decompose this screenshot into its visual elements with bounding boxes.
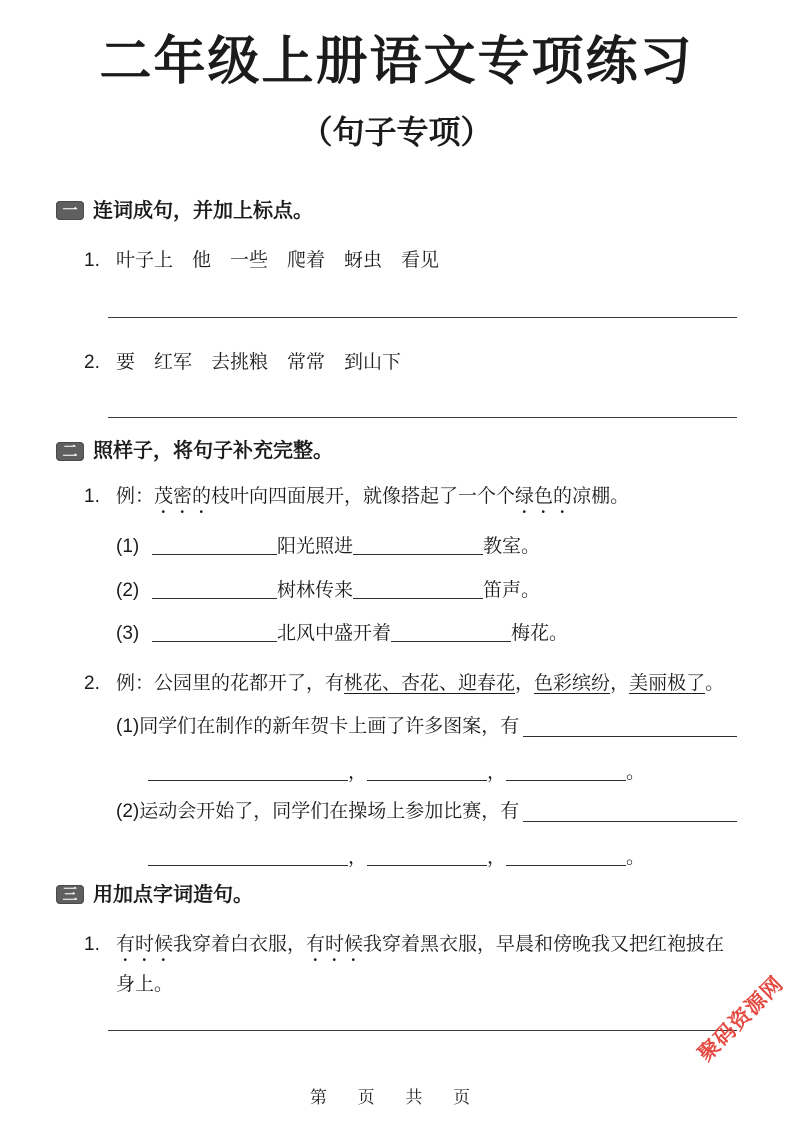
question-number: 1. (84, 933, 100, 955)
sub-question-number: (1) (116, 716, 140, 738)
text-segment: ， (515, 672, 535, 694)
comma: ， (348, 761, 368, 783)
fill-in-row-3 (56, 619, 737, 648)
text-segment: ， (610, 672, 630, 694)
sentence-with-emphasis (116, 926, 737, 1004)
watermark: 聚码资源网 (694, 972, 789, 1067)
fill-blank[interactable] (148, 846, 348, 865)
page-subtitle: （句子专项） (300, 114, 493, 151)
section-2-header (56, 438, 737, 464)
question-2-1 (56, 482, 737, 518)
answer-line[interactable] (108, 417, 737, 418)
text-segment: 同学们在制作的新年贺卡上画了许多图案，有 (139, 716, 520, 738)
example-sentence (116, 669, 737, 698)
fill-in-row-2 (56, 576, 737, 605)
text-segment: 例： (116, 486, 155, 508)
sub-question-number: (3) (116, 623, 140, 645)
text-segment: 。 (705, 672, 725, 694)
sub-question-number: (2) (116, 579, 140, 601)
fill-in-row-4-continued (56, 758, 737, 787)
comma: ， (487, 761, 507, 783)
fill-blank[interactable] (152, 623, 277, 642)
text-segment: 阳光照进 (277, 536, 354, 558)
section-1-number-badge: 一 (56, 201, 84, 220)
text-segment: 例：公园里的花都开了，有 (116, 672, 345, 694)
text-segment: 我穿着白衣服， (173, 933, 307, 955)
question-number: 1. (84, 249, 100, 271)
fill-blank[interactable] (353, 580, 483, 599)
text-segment: 我穿着黑衣服，早晨和傍晚我又把红袍披在身上。 (116, 933, 725, 995)
text-segment: 北风中盛开着 (277, 623, 392, 645)
page-footer: 第 页 共 页 (309, 1088, 484, 1107)
text-segment: 笛声。 (483, 579, 541, 601)
question-number: 2. (84, 672, 100, 694)
question-3-1 (56, 926, 737, 1004)
sub-question-number: (1) (116, 536, 140, 558)
question-number: 2. (84, 352, 100, 374)
fill-blank[interactable] (353, 536, 483, 555)
example-sentence (116, 482, 737, 518)
fill-blank[interactable] (367, 846, 487, 865)
fill-in-row-4 (56, 712, 737, 741)
section-1-header (56, 198, 737, 224)
question-number: 1. (84, 486, 100, 508)
fill-blank[interactable] (523, 821, 737, 822)
word-list: 要 红军 去挑粮 常常 到山下 (116, 352, 402, 374)
fill-blank[interactable] (506, 762, 626, 781)
text-segment: 凉棚。 (572, 486, 630, 508)
period: 。 (626, 846, 646, 868)
sub-question-number: (2) (116, 801, 140, 823)
question-1-1 (56, 246, 737, 275)
underlined-text: 色彩缤纷 (534, 672, 611, 694)
fill-in-row-5-continued (56, 843, 737, 872)
text-segment: 枝叶向四面展开，就像搭起了一个个 (211, 486, 516, 508)
text-segment: 树林传来 (277, 579, 354, 601)
word-list: 叶子上 他 一些 爬着 蚜虫 看见 (116, 249, 440, 271)
section-2-heading: 照样子，将句子补充完整。 (93, 440, 333, 463)
text-segment: 教室。 (483, 536, 541, 558)
comma: ， (487, 846, 507, 868)
text-segment: 梅花。 (511, 623, 569, 645)
emphasized-text: 有时候 (116, 933, 174, 955)
fill-blank[interactable] (391, 623, 511, 642)
emphasized-text: 茂密的 (154, 486, 212, 508)
section-3-header (56, 882, 737, 908)
underlined-text: 桃花、杏花、迎春花 (344, 672, 516, 694)
fill-blank[interactable] (523, 736, 737, 737)
question-2-2 (56, 669, 737, 698)
fill-blank[interactable] (506, 846, 626, 865)
fill-blank[interactable] (148, 762, 348, 781)
underlined-text: 美丽极了 (629, 672, 706, 694)
fill-blank[interactable] (152, 536, 277, 555)
fill-blank[interactable] (367, 762, 487, 781)
section-1-heading: 连词成句，并加上标点。 (93, 199, 313, 222)
section-2-number-badge: 二 (56, 442, 84, 461)
text-segment: 运动会开始了，同学们在操场上参加比赛，有 (139, 801, 520, 823)
section-3-heading: 用加点字词造句。 (93, 883, 253, 906)
period: 。 (626, 761, 646, 783)
answer-line[interactable] (108, 317, 737, 318)
section-3-number-badge: 三 (56, 885, 84, 904)
fill-in-row-5 (56, 797, 737, 826)
question-1-2 (56, 348, 737, 377)
emphasized-text: 有时候 (306, 933, 364, 955)
comma: ， (348, 846, 368, 868)
fill-in-row-1 (56, 532, 737, 561)
page-title: 二年级上册语文专项练习 (99, 33, 694, 91)
answer-line[interactable] (108, 1030, 737, 1031)
fill-blank[interactable] (152, 580, 277, 599)
emphasized-text: 绿色的 (515, 486, 573, 508)
